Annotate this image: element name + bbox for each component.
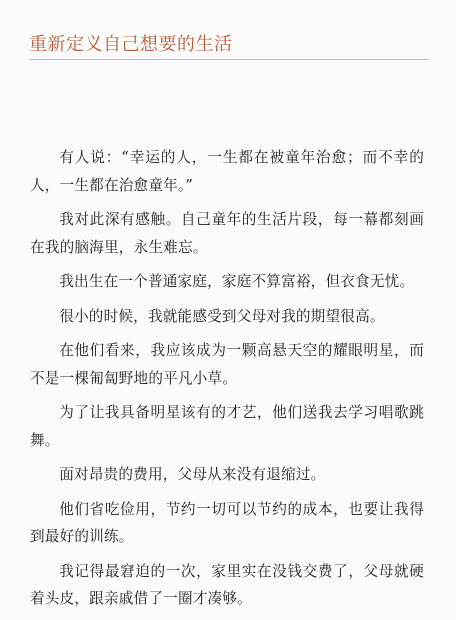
- paragraph: 我出生在一个普通家庭，家庭不算富裕，但衣食无忧。: [59, 273, 415, 290]
- paragraph: 很小的时候，我就能感受到父母对我的期望很高。: [59, 307, 385, 325]
- paragraph: 有人说：“幸运的人，一生都在被童年治愈；而不幸的人，一生都在治愈童年。”: [30, 149, 424, 194]
- paragraph: 他们省吃俭用，节约一切可以节约的成本，也要让我得到最好的训练。: [30, 500, 424, 545]
- header-divider: [29, 59, 429, 60]
- paragraph: 我对此深有感触。自己童年的生活片段，每一幕都刻画在我的脑海里，永生难忘。: [30, 211, 424, 256]
- running-header: [0, 0, 456, 62]
- paragraph: 在他们看来，我应该成为一颗高悬天空的耀眼明星，而不是一棵匍匐野地的平凡小草。: [30, 342, 424, 387]
- paragraph: 面对昂贵的费用，父母从来没有退缩过。: [59, 466, 326, 483]
- body-text: [30, 144, 424, 620]
- chapter-title: 重新定义自己想要的生活: [29, 34, 233, 55]
- paragraph: 我记得最窘迫的一次，家里实在没钱交费了，父母就硬着头皮，跟亲戚借了一圈才凑够。: [30, 562, 424, 607]
- paragraph: 为了让我具备明星该有的才艺，他们送我去学习唱歌跳舞。: [30, 404, 424, 449]
